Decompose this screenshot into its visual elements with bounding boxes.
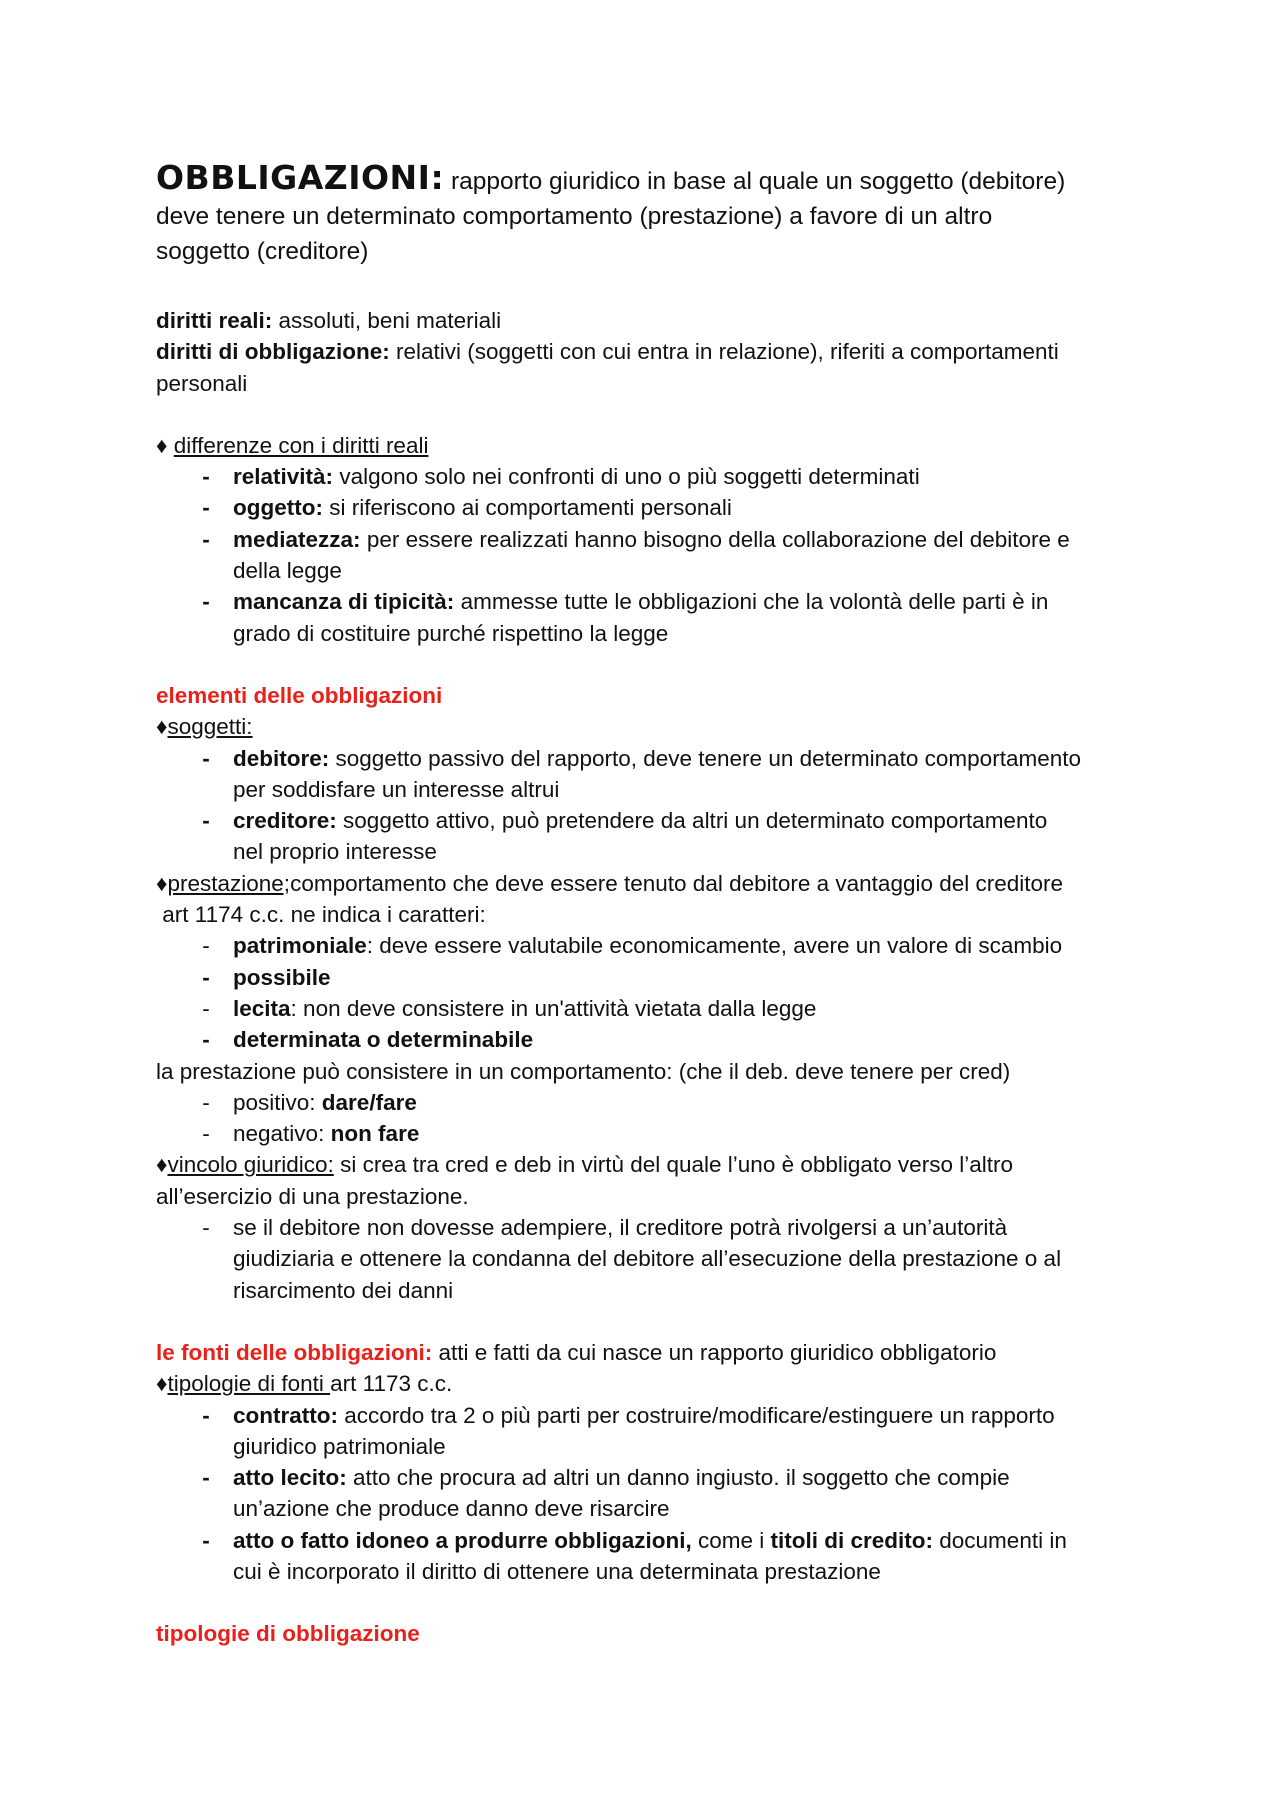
item-text: soggetto passivo del rapporto, deve tenere un determinato comportamento [335, 745, 1081, 771]
list-item [156, 805, 1146, 868]
tipologie-fonti-text: art 1173 c.c. [330, 1371, 453, 1397]
list-item [156, 1400, 1146, 1463]
list-item [156, 1087, 1146, 1118]
item-text: ammesse tutte le obbligazioni che la volontà delle parti è in [460, 589, 1049, 615]
dash-icon: - [202, 464, 210, 490]
item-text: per essere realizzati hanno bisogno della collaborazione del debitore e [366, 526, 1070, 552]
list-item [156, 743, 1146, 806]
diritti-obbl-text: relativi (soggetti con cui entra in relazione), riferiti a comportamenti [396, 339, 1059, 365]
item-text-cont: giuridico patrimoniale [233, 1433, 446, 1459]
fonti-heading-text: atti e fatti da cui nasce un rapporto giuridico obbligatorio [438, 1339, 997, 1365]
item-text: come i [691, 1527, 771, 1553]
spacer [156, 1306, 1146, 1337]
item-label: relatività: [233, 464, 334, 490]
item-label: mediatezza: [233, 526, 361, 552]
tipologie-fonti-heading: tipologie di fonti [167, 1371, 331, 1397]
dash-icon: - [202, 495, 210, 521]
diamond-bullet-icon: ♦ [156, 1152, 168, 1178]
item-text: soggetto attivo, può pretendere da altri un determinato comportamento [343, 808, 1048, 834]
spacer [156, 399, 1146, 430]
list-item [156, 1118, 1146, 1149]
list-item [156, 1024, 1146, 1055]
dash-icon: - [202, 526, 210, 552]
item-label: possibile [233, 964, 331, 990]
item-label: lecita [233, 995, 291, 1021]
item-text-cont: un’azione che produce danno deve risarcire [233, 1496, 670, 1522]
dash-icon: - [202, 1215, 210, 1241]
dash-icon: - [202, 745, 210, 771]
item-label: mancanza di tipicità: [233, 589, 455, 615]
title-line-2: deve tenere un determinato comportamento (prestazione) a favore di un altro [156, 203, 993, 230]
list-item [156, 524, 1146, 587]
dash-icon: - [202, 1027, 210, 1053]
diritti-reali-text: assoluti, beni materiali [278, 308, 502, 333]
prestazione-heading: prestazione; [167, 870, 291, 896]
item-label: contratto: [233, 1402, 338, 1428]
differenze-heading: differenze con i diritti reali [173, 432, 429, 458]
title-line-1 [156, 160, 1146, 199]
item-label: patrimoniale [233, 933, 367, 959]
vincolo-heading: vincolo giuridico: [167, 1152, 334, 1178]
spacer [156, 649, 1146, 680]
list-item [156, 1462, 1146, 1525]
item-text-cont: giudiziaria e ottenere la condanna del debitore all’esecuzione della prestazione o al [233, 1246, 1062, 1272]
vincolo-line [156, 1149, 1146, 1180]
diritti-obbl-label: diritti di obbligazione: [156, 339, 390, 365]
list-item [156, 461, 1146, 492]
prestazione-text: comportamento che deve essere tenuto dal debitore a vantaggio del creditore [290, 870, 1064, 896]
vincolo-text-2: all’esercizio di una prestazione. [156, 1183, 469, 1209]
diritti-reali-line [156, 305, 1146, 336]
item-text-cont: cui è incorporato il diritto di ottenere una determinata prestazione [233, 1558, 881, 1584]
list-item [156, 492, 1146, 523]
spacer [156, 269, 1146, 305]
title-heading: OBBLIGAZIONI: [156, 158, 445, 197]
list-item [156, 930, 1146, 961]
item-text: positivo: [233, 1089, 322, 1115]
item-text: si riferiscono ai comportamenti personali [329, 495, 732, 521]
diamond-bullet-icon: ♦ [156, 714, 168, 740]
dash-icon: - [202, 1527, 210, 1553]
item-text-cont: per soddisfare un interesse altrui [233, 776, 560, 802]
item-text-cont: nel proprio interesse [233, 839, 437, 865]
item-label: determinata o determinabile [233, 1027, 534, 1053]
list-item [156, 962, 1146, 993]
diritti-obbl-line [156, 336, 1146, 367]
item-text: se il debitore non dovesse adempiere, il creditore potrà rivolgersi a un’autorità [233, 1215, 1008, 1241]
prestazione-art: art 1174 c.c. ne indica i caratteri: [156, 902, 486, 928]
differenze-heading-line [156, 430, 1146, 461]
list-item [156, 1212, 1146, 1306]
item-text: valgono solo nei confronti di uno o più soggetti determinati [339, 464, 920, 490]
elementi-heading: elementi delle obbligazioni [156, 682, 443, 708]
diritti-reali-label: diritti reali: [156, 308, 273, 333]
diamond-bullet-icon: ♦ [156, 1371, 168, 1397]
tipologie-heading: tipologie di obbligazione [156, 1621, 420, 1647]
prestazione-line [156, 868, 1146, 899]
item-text: negativo: [233, 1121, 331, 1147]
item-text: : non deve consistere in un'attività vietata dalla legge [290, 995, 817, 1021]
item-label: atto lecito: [233, 1465, 347, 1491]
document-content [156, 160, 1146, 1650]
item-text-2: documenti in [933, 1527, 1067, 1553]
dash-icon: - [202, 995, 210, 1021]
item-text: : deve essere valutabile economicamente, avere un valore di scambio [366, 933, 1063, 959]
item-text: accordo tra 2 o più parti per costruire/modificare/estinguere un rapporto [344, 1402, 1055, 1428]
dash-icon: - [202, 1089, 210, 1115]
item-label: atto o fatto idoneo a produrre obbligazioni, [233, 1527, 692, 1553]
tipologie-fonti-line [156, 1368, 1146, 1399]
item-label: dare/fare [321, 1089, 417, 1115]
dash-icon: - [202, 1402, 210, 1428]
list-item [156, 586, 1146, 649]
item-label-2: titoli di credito: [770, 1527, 934, 1553]
dash-icon: - [202, 1465, 210, 1491]
fonti-heading: le fonti delle obbligazioni: [156, 1339, 433, 1365]
dash-icon: - [202, 589, 210, 615]
diritti-obbl-line-2: personali [156, 370, 248, 396]
diamond-bullet-icon: ♦ [156, 432, 168, 458]
item-label: non fare [330, 1121, 420, 1147]
soggetti-heading-line [156, 711, 1146, 742]
dash-icon: - [202, 933, 210, 959]
diamond-bullet-icon: ♦ [156, 870, 168, 896]
item-text-cont: della legge [233, 558, 342, 584]
dash-icon: - [202, 808, 210, 834]
dash-icon: - [202, 964, 210, 990]
title-line-3: soggetto (creditore) [156, 238, 369, 265]
comportamento-text: la prestazione può consistere in un comportamento: (che il deb. deve tenere per cred) [156, 1058, 1011, 1084]
list-item [156, 1525, 1146, 1588]
spacer [156, 1587, 1146, 1618]
soggetti-heading: soggetti: [167, 714, 253, 740]
item-text: atto che procura ad altri un danno ingiusto. il soggetto che compie [353, 1465, 1010, 1491]
fonti-heading-line [156, 1337, 1146, 1368]
vincolo-text: si crea tra cred e deb in virtù del quale l’uno è obbligato verso l’altro [340, 1152, 1013, 1178]
dash-icon: - [202, 1121, 210, 1147]
item-label: creditore: [233, 808, 337, 834]
title-text: rapporto giuridico in base al quale un soggetto (debitore) [450, 168, 1066, 195]
item-text-cont: grado di costituire purché rispettino la legge [233, 620, 669, 646]
item-label: oggetto: [233, 495, 323, 521]
list-item [156, 993, 1146, 1024]
item-text-cont: risarcimento dei danni [233, 1277, 454, 1303]
item-label: debitore: [233, 745, 330, 771]
